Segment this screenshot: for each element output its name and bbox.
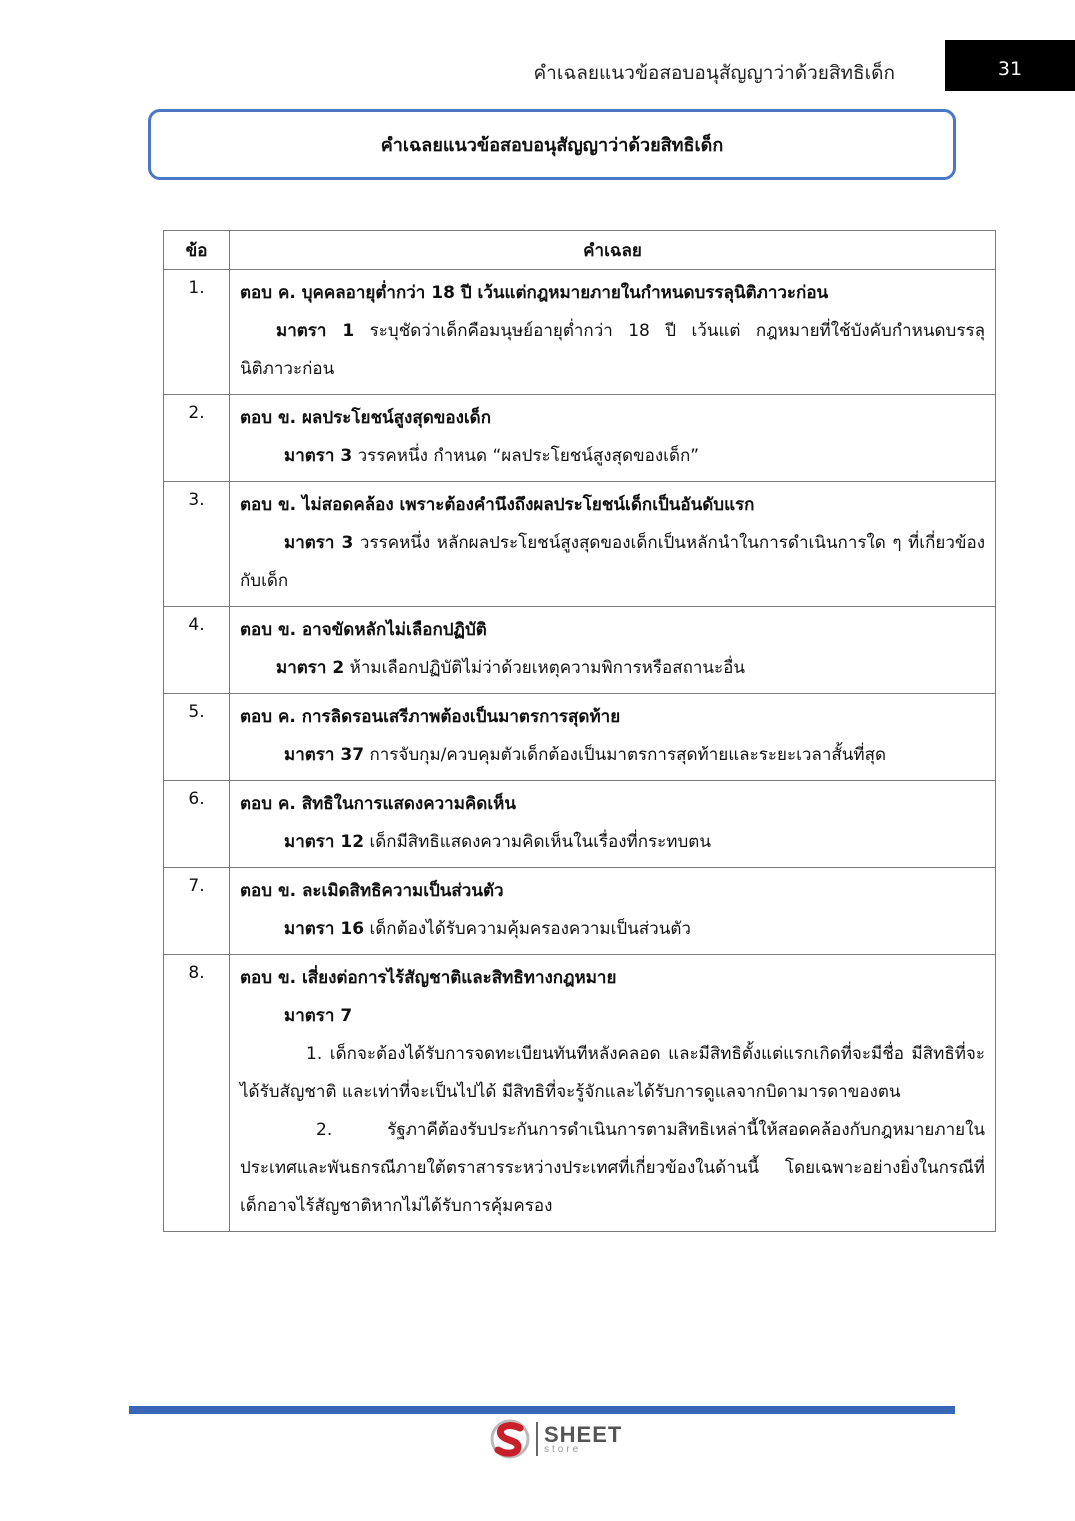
- answer-cell: [230, 395, 996, 482]
- running-header-title: คำเฉลยแนวข้อสอบอนุสัญญาว่าด้วยสิทธิเด็ก: [533, 62, 895, 84]
- explanation: [240, 437, 985, 475]
- answer-cell: [230, 482, 996, 607]
- answer-cell: [230, 781, 996, 868]
- page-number: 31: [945, 40, 1075, 91]
- article-ref: มาตรา 7: [284, 1006, 353, 1026]
- column-header-number: ข้อ: [164, 231, 230, 270]
- article-ref: มาตรา 2: [276, 658, 345, 678]
- answer-text: ตอบ ข. ละเมิดสิทธิความเป็นส่วนตัว: [240, 881, 504, 901]
- answer-text: ตอบ ข. ไม่สอดคล้อง เพราะต้องคำนึงถึงผลประโยชน์เด็กเป็นอันดับแรก: [240, 495, 755, 515]
- article-ref: มาตรา 16: [284, 919, 365, 939]
- article-ref: มาตรา 3: [284, 533, 354, 553]
- answer-text: ตอบ ค. บุคคลอายุต่ำกว่า 18 ปี เว้นแต่กฎหมายภายในกำหนดบรรลุนิติภาวะก่อน: [240, 283, 829, 303]
- explanation: [240, 910, 985, 948]
- table-row: [164, 395, 996, 482]
- article-ref: มาตรา 1: [276, 321, 355, 341]
- section-title-box: [148, 109, 956, 180]
- row-number: 6.: [164, 781, 230, 868]
- logo-subtext: store: [544, 1444, 582, 1455]
- row-number: 5.: [164, 694, 230, 781]
- explanation: [240, 823, 985, 861]
- table-row: [164, 781, 996, 868]
- explanation: [240, 524, 985, 600]
- answer-cell: [230, 270, 996, 395]
- article-ref: มาตรา 3: [284, 446, 353, 466]
- footer-bar: [129, 1406, 955, 1414]
- row-number: 4.: [164, 607, 230, 694]
- table-header-row: [164, 231, 996, 270]
- explanation-text: เด็กต้องได้รับความคุ้มครองความเป็นส่วนตัว: [364, 919, 691, 939]
- answer-cell: [230, 955, 996, 1232]
- table-row: [164, 482, 996, 607]
- table-row: [164, 868, 996, 955]
- row-number: 3.: [164, 482, 230, 607]
- answer-table: [163, 230, 996, 1232]
- table-row: [164, 955, 996, 1232]
- explanation-text: ระบุชัดว่าเด็กคือมนุษย์อายุต่ำกว่า 18 ปี เว้นแต่ กฎหมายที่ใช้บังคับกำหนดบรรลุนิติภาวะก่อน: [240, 321, 986, 379]
- logo-divider: [536, 1422, 538, 1456]
- article-ref: มาตรา 12: [284, 832, 365, 852]
- section-title: คำเฉลยแนวข้อสอบอนุสัญญาว่าด้วยสิทธิเด็ก: [380, 135, 724, 156]
- logo-s-icon: [488, 1418, 538, 1460]
- answer-cell: [230, 694, 996, 781]
- answer-cell: [230, 607, 996, 694]
- explanation-text: วรรคหนึ่ง หลักผลประโยชน์สูงสุดของเด็กเป็นหลักนำในการดำเนินการใด ๆ ที่เกี่ยวข้องกับเด็ก: [240, 533, 986, 591]
- column-header-answer: คำเฉลย: [230, 231, 996, 270]
- answer-text: ตอบ ข. ผลประโยชน์สูงสุดของเด็ก: [240, 408, 492, 428]
- explanation-text: ห้ามเลือกปฏิบัติไม่ว่าด้วยเหตุความพิการหรือสถานะอื่น: [344, 658, 745, 678]
- explanation: [240, 649, 985, 687]
- row-number: 7.: [164, 868, 230, 955]
- explanation-item-2: 2. รัฐภาคีต้องรับประกันการดำเนินการตามสิทธิเหล่านี้ให้สอดคล้องกับกฎหมายภายในประเทศและพันธกรณีภายใต้ตราสารระหว่างประเทศที่เกี่ยวข้องในด้านนี้ โดยเฉพาะอย่างยิ่งในกรณีที่เด็กอาจไร้สัญชาติหากไม่ได้รับการคุ้มครอง: [240, 1120, 985, 1216]
- explanation: [240, 736, 985, 774]
- row-number: 2.: [164, 395, 230, 482]
- logo-text: SHEET: [544, 1422, 623, 1447]
- explanation-text: เด็กมีสิทธิแสดงความคิดเห็นในเรื่องที่กระทบตน: [364, 832, 711, 852]
- explanation-item-1: 1. เด็กจะต้องได้รับการจดทะเบียนทันทีหลังคลอด และมีสิทธิตั้งแต่แรกเกิดที่จะมีชื่อ มีสิทธิที่จะได้รับสัญชาติ และเท่าที่จะเป็นไปได้ มีสิทธิที่จะรู้จักและได้รับการดูแลจากบิดามารดาของตน: [240, 1044, 985, 1102]
- answer-cell: [230, 868, 996, 955]
- row-number: 8.: [164, 955, 230, 1232]
- answer-text: ตอบ ข. อาจขัดหลักไม่เลือกปฏิบัติ: [240, 620, 487, 640]
- explanation: [240, 312, 985, 388]
- explanation-text: การจับกุม/ควบคุมตัวเด็กต้องเป็นมาตรการสุดท้ายและระยะเวลาสั้นที่สุด: [364, 745, 887, 765]
- article-ref: มาตรา 37: [284, 745, 365, 765]
- answer-text: ตอบ ข. เสี่ยงต่อการไร้สัญชาติและสิทธิทางกฎหมาย: [240, 968, 617, 988]
- explanation-text: วรรคหนึ่ง กำหนด “ผลประโยชน์สูงสุดของเด็ก”: [352, 446, 700, 466]
- answer-text: ตอบ ค. สิทธิในการแสดงความคิดเห็น: [240, 794, 516, 814]
- table-row: [164, 694, 996, 781]
- table-row: [164, 270, 996, 395]
- table-row: [164, 607, 996, 694]
- answer-text: ตอบ ค. การลิดรอนเสรีภาพต้องเป็นมาตรการสุดท้าย: [240, 707, 621, 727]
- row-number: 1.: [164, 270, 230, 395]
